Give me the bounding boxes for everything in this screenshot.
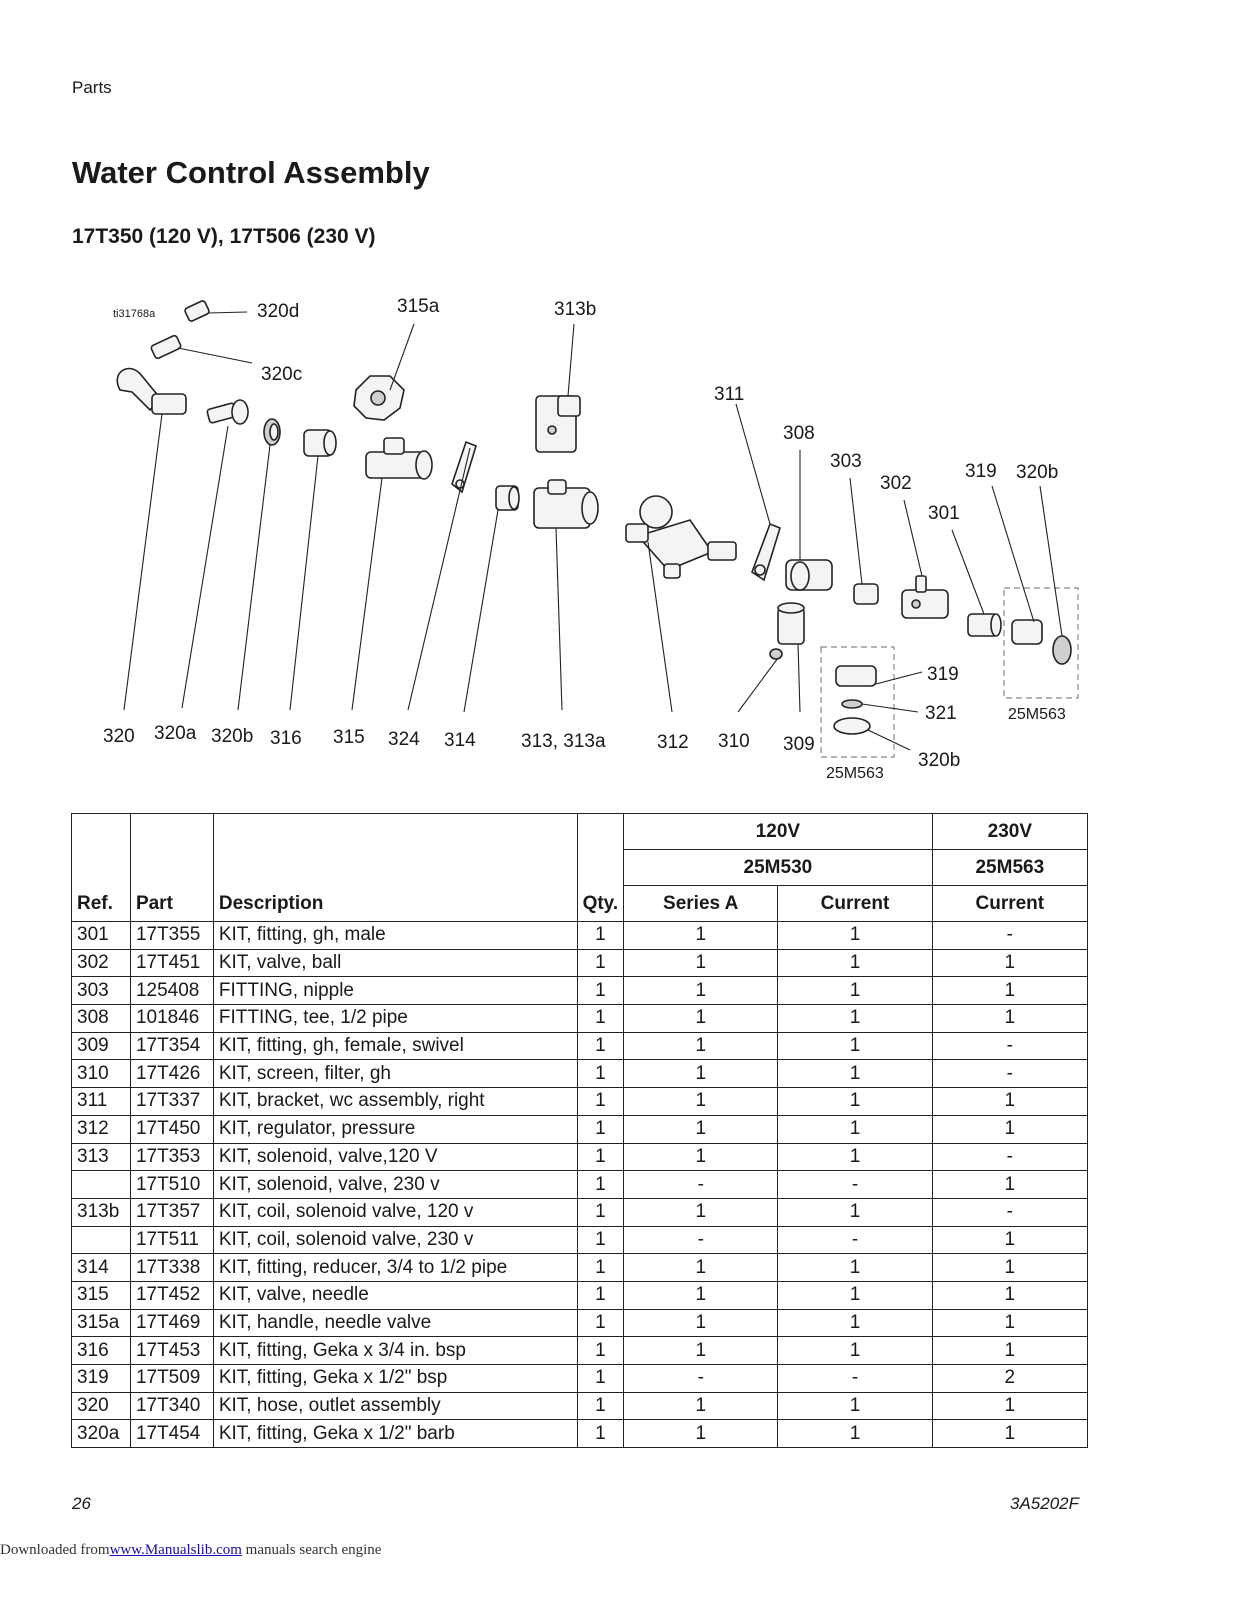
table-row <box>72 1088 1088 1116</box>
table-cell-series-a: 1 <box>624 977 778 1005</box>
part-312-regulator-icon <box>626 496 736 578</box>
table-cell-ref: 301 <box>72 922 131 950</box>
table-cell-description: KIT, coil, solenoid valve, 120 v <box>213 1198 577 1226</box>
table-cell-ref: 310 <box>72 1060 131 1088</box>
table-cell-current-120: 1 <box>778 1060 932 1088</box>
table-cell-current-230: - <box>932 1198 1087 1226</box>
col-current-120-header: Current <box>778 886 932 922</box>
table-cell-ref: 311 <box>72 1088 131 1116</box>
table-cell-description: KIT, fitting, gh, female, swivel <box>213 1032 577 1060</box>
table-cell-qty: 1 <box>577 1115 624 1143</box>
table-cell-description: KIT, coil, solenoid valve, 230 v <box>213 1226 577 1254</box>
part-315-needle-valve-icon <box>366 438 432 479</box>
download-suffix: manuals search engine <box>241 1542 382 1558</box>
table-cell-series-a: 1 <box>624 1281 778 1309</box>
page-subtitle: 17T350 (120 V), 17T506 (230 V) <box>72 225 376 248</box>
table-cell-part: 17T510 <box>130 1171 213 1199</box>
part-314-reducer-icon <box>496 486 519 510</box>
part-320b-ring-icon <box>264 419 280 445</box>
table-cell-series-a: - <box>624 1365 778 1393</box>
doc-number: 3A5202F <box>1010 1494 1079 1513</box>
group-230v-header: 230V <box>932 814 1087 850</box>
table-row <box>72 922 1088 950</box>
table-cell-description: FITTING, nipple <box>213 977 577 1005</box>
table-cell-ref: 314 <box>72 1254 131 1282</box>
table-cell-qty: 1 <box>577 1060 624 1088</box>
col-part-header: Part <box>130 814 213 922</box>
table-cell-part: 17T453 <box>130 1337 213 1365</box>
kit-25M563-bottom-icon <box>821 647 894 757</box>
table-cell-description: KIT, valve, ball <box>213 949 577 977</box>
table-cell-ref: 316 <box>72 1337 131 1365</box>
part-310-screen-icon <box>770 649 782 659</box>
part-311-bracket-icon <box>752 524 780 580</box>
table-cell-description: KIT, bracket, wc assembly, right <box>213 1088 577 1116</box>
download-prefix: Downloaded from <box>0 1542 110 1558</box>
kit-callout-319: 319 <box>927 664 959 685</box>
callout-313b: 313b <box>554 299 597 320</box>
table-cell-current-230: 1 <box>932 1254 1087 1282</box>
table-cell-description: KIT, fitting, Geka x 1/2" bsp <box>213 1365 577 1393</box>
page-number: 26 <box>72 1494 91 1513</box>
table-cell-current-120: 1 <box>778 977 932 1005</box>
callout-312: 312 <box>657 732 689 753</box>
table-cell-description: KIT, solenoid, valve,120 V <box>213 1143 577 1171</box>
col-ref-header: Ref. <box>72 814 131 922</box>
table-cell-part: 17T511 <box>130 1226 213 1254</box>
table-cell-part: 17T451 <box>130 949 213 977</box>
table-row <box>72 1420 1088 1448</box>
table-cell-current-120: 1 <box>778 1420 932 1448</box>
callout-310: 310 <box>718 731 750 752</box>
part-315a-handle-icon <box>354 376 404 420</box>
table-cell-current-120: 1 <box>778 1198 932 1226</box>
download-note <box>0 1542 381 1559</box>
table-cell-ref <box>72 1226 131 1254</box>
table-cell-ref: 315 <box>72 1281 131 1309</box>
table-cell-description: KIT, solenoid, valve, 230 v <box>213 1171 577 1199</box>
callout-308: 308 <box>783 423 815 444</box>
table-cell-qty: 1 <box>577 1143 624 1171</box>
table-row <box>72 1143 1088 1171</box>
table-cell-description: KIT, fitting, reducer, 3/4 to 1/2 pipe <box>213 1254 577 1282</box>
table-cell-part: 17T353 <box>130 1143 213 1171</box>
table-row <box>72 949 1088 977</box>
manualslib-link[interactable]: www.Manualslib.com <box>109 1542 242 1558</box>
callout-313-313a: 313, 313a <box>521 731 606 752</box>
table-cell-current-230: 1 <box>932 977 1087 1005</box>
table-row <box>72 1365 1088 1393</box>
table-cell-part: 101846 <box>130 1005 213 1033</box>
table-cell-qty: 1 <box>577 1198 624 1226</box>
table-cell-qty: 1 <box>577 1365 624 1393</box>
table-cell-part: 17T357 <box>130 1198 213 1226</box>
table-cell-qty: 1 <box>577 1226 624 1254</box>
table-cell-qty: 1 <box>577 1171 624 1199</box>
table-cell-ref: 303 <box>72 977 131 1005</box>
table-cell-qty: 1 <box>577 1254 624 1282</box>
table-cell-ref: 312 <box>72 1115 131 1143</box>
table-cell-current-230: 1 <box>932 1337 1087 1365</box>
table-cell-qty: 1 <box>577 977 624 1005</box>
table-cell-current-230: 1 <box>932 1115 1087 1143</box>
part-303-nipple-icon <box>854 584 878 604</box>
page-title: Water Control Assembly <box>72 155 430 190</box>
part-324-bracket-icon <box>452 442 476 492</box>
col-description-header: Description <box>213 814 577 922</box>
table-cell-series-a: 1 <box>624 1060 778 1088</box>
part-313-solenoid-valve-icon <box>534 480 598 528</box>
kit-230-header: 25M563 <box>932 850 1087 886</box>
callout-324: 324 <box>388 729 420 750</box>
table-cell-current-230: 2 <box>932 1365 1087 1393</box>
kit-25M563-right-icon <box>1004 588 1078 698</box>
table-row <box>72 1171 1088 1199</box>
table-cell-description: KIT, fitting, Geka x 3/4 in. bsp <box>213 1337 577 1365</box>
table-cell-ref: 309 <box>72 1032 131 1060</box>
table-cell-ref: 313 <box>72 1143 131 1171</box>
table-cell-series-a: - <box>624 1171 778 1199</box>
table-cell-qty: 1 <box>577 1392 624 1420</box>
part-320d-icon <box>184 300 210 322</box>
table-cell-current-120: 1 <box>778 1337 932 1365</box>
table-cell-description: KIT, hose, outlet assembly <box>213 1392 577 1420</box>
table-row <box>72 1392 1088 1420</box>
table-cell-part: 17T454 <box>130 1420 213 1448</box>
table-row <box>72 1032 1088 1060</box>
callout-302: 302 <box>880 473 912 494</box>
part-309-swivel-icon <box>778 603 804 644</box>
table-cell-description: KIT, fitting, gh, male <box>213 922 577 950</box>
table-cell-description: KIT, handle, needle valve <box>213 1309 577 1337</box>
table-cell-current-120: - <box>778 1171 932 1199</box>
kit-callout-320b: 320b <box>918 750 961 771</box>
part-301-male-fitting-icon <box>968 614 1001 636</box>
kit-label-right: 25M563 <box>1008 706 1066 723</box>
table-cell-description: KIT, fitting, Geka x 1/2" barb <box>213 1420 577 1448</box>
table-cell-current-230: - <box>932 1143 1087 1171</box>
callout-320b-bottom: 320b <box>211 726 254 747</box>
table-cell-current-120: 1 <box>778 1309 932 1337</box>
part-308-tee-icon <box>786 560 832 590</box>
table-cell-series-a: 1 <box>624 1032 778 1060</box>
part-316-icon <box>304 430 336 456</box>
table-row <box>72 1309 1088 1337</box>
table-cell-current-230: 1 <box>932 1226 1087 1254</box>
table-cell-current-120: 1 <box>778 1088 932 1116</box>
table-cell-current-120: 1 <box>778 1143 932 1171</box>
table-cell-current-120: 1 <box>778 1115 932 1143</box>
part-313b-coil-icon <box>536 396 580 452</box>
table-cell-ref: 315a <box>72 1309 131 1337</box>
kit-callout-321: 321 <box>925 703 957 724</box>
table-cell-part: 17T426 <box>130 1060 213 1088</box>
table-row <box>72 1281 1088 1309</box>
callout-301: 301 <box>928 503 960 524</box>
table-cell-part: 17T450 <box>130 1115 213 1143</box>
table-cell-series-a: 1 <box>624 1337 778 1365</box>
callout-320: 320 <box>103 726 135 747</box>
table-cell-current-120: 1 <box>778 1005 932 1033</box>
col-current-230-header: Current <box>932 886 1087 922</box>
table-cell-series-a: 1 <box>624 1420 778 1448</box>
table-cell-part: 17T452 <box>130 1281 213 1309</box>
table-cell-qty: 1 <box>577 1337 624 1365</box>
table-cell-current-230: - <box>932 922 1087 950</box>
table-cell-ref <box>72 1171 131 1199</box>
table-cell-current-230: 1 <box>932 949 1087 977</box>
parts-table-body <box>72 922 1088 1448</box>
callout-303: 303 <box>830 451 862 472</box>
table-cell-current-230: 1 <box>932 1420 1087 1448</box>
callout-309: 309 <box>783 734 815 755</box>
table-cell-qty: 1 <box>577 1088 624 1116</box>
table-cell-current-230: - <box>932 1060 1087 1088</box>
table-cell-series-a: 1 <box>624 922 778 950</box>
table-row <box>72 1226 1088 1254</box>
table-cell-series-a: - <box>624 1226 778 1254</box>
part-320c-icon <box>150 335 181 360</box>
table-cell-part: 17T355 <box>130 922 213 950</box>
callout-319: 319 <box>965 461 997 482</box>
col-series-a-header: Series A <box>624 886 778 922</box>
parts-table <box>71 813 1088 1448</box>
table-cell-current-120: 1 <box>778 922 932 950</box>
part-320-hose-icon <box>117 369 186 414</box>
table-cell-description: KIT, screen, filter, gh <box>213 1060 577 1088</box>
table-cell-current-120: - <box>778 1365 932 1393</box>
table-cell-series-a: 1 <box>624 1392 778 1420</box>
table-row <box>72 1060 1088 1088</box>
table-cell-description: KIT, regulator, pressure <box>213 1115 577 1143</box>
table-cell-current-120: - <box>778 1226 932 1254</box>
table-cell-part: 17T340 <box>130 1392 213 1420</box>
table-cell-current-230: - <box>932 1032 1087 1060</box>
callout-311: 311 <box>714 384 745 405</box>
table-cell-series-a: 1 <box>624 1309 778 1337</box>
callout-314: 314 <box>444 730 476 751</box>
table-cell-current-120: 1 <box>778 1032 932 1060</box>
table-cell-series-a: 1 <box>624 1143 778 1171</box>
table-cell-series-a: 1 <box>624 1254 778 1282</box>
table-cell-qty: 1 <box>577 1309 624 1337</box>
table-cell-part: 125408 <box>130 977 213 1005</box>
section-label: Parts <box>72 78 112 97</box>
table-cell-ref: 319 <box>72 1365 131 1393</box>
table-row <box>72 1005 1088 1033</box>
part-302-ball-valve-icon <box>902 576 948 618</box>
table-cell-part: 17T509 <box>130 1365 213 1393</box>
table-cell-series-a: 1 <box>624 949 778 977</box>
table-cell-qty: 1 <box>577 1005 624 1033</box>
table-cell-current-230: 1 <box>932 1005 1087 1033</box>
callout-320b-top: 320b <box>1016 462 1059 483</box>
table-cell-qty: 1 <box>577 949 624 977</box>
table-cell-series-a: 1 <box>624 1115 778 1143</box>
table-cell-description: KIT, valve, needle <box>213 1281 577 1309</box>
exploded-parts-diagram <box>0 280 1237 800</box>
table-cell-current-120: 1 <box>778 1392 932 1420</box>
callout-315a: 315a <box>397 296 440 317</box>
table-cell-current-230: 1 <box>932 1392 1087 1420</box>
table-row <box>72 1254 1088 1282</box>
table-cell-current-120: 1 <box>778 1254 932 1282</box>
table-cell-ref: 320a <box>72 1420 131 1448</box>
table-cell-current-230: 1 <box>932 1088 1087 1116</box>
table-cell-qty: 1 <box>577 922 624 950</box>
table-cell-current-120: 1 <box>778 1281 932 1309</box>
table-row <box>72 1337 1088 1365</box>
col-qty-header: Qty. <box>577 814 624 922</box>
table-cell-description: FITTING, tee, 1/2 pipe <box>213 1005 577 1033</box>
table-cell-current-230: 1 <box>932 1281 1087 1309</box>
table-cell-qty: 1 <box>577 1281 624 1309</box>
table-row <box>72 977 1088 1005</box>
table-cell-ref: 320 <box>72 1392 131 1420</box>
table-cell-series-a: 1 <box>624 1088 778 1116</box>
figure-id: ti31768a <box>113 308 156 320</box>
part-320a-icon <box>207 400 248 424</box>
table-cell-qty: 1 <box>577 1420 624 1448</box>
kit-120-header: 25M530 <box>624 850 933 886</box>
table-cell-part: 17T354 <box>130 1032 213 1060</box>
table-cell-part: 17T338 <box>130 1254 213 1282</box>
group-120v-header: 120V <box>624 814 933 850</box>
table-cell-series-a: 1 <box>624 1198 778 1226</box>
callout-320a: 320a <box>154 723 197 744</box>
table-row <box>72 1198 1088 1226</box>
table-cell-ref: 308 <box>72 1005 131 1033</box>
table-cell-series-a: 1 <box>624 1005 778 1033</box>
table-cell-current-120: 1 <box>778 949 932 977</box>
table-cell-current-230: 1 <box>932 1171 1087 1199</box>
callout-315: 315 <box>333 727 365 748</box>
callout-316: 316 <box>270 728 302 749</box>
table-cell-qty: 1 <box>577 1032 624 1060</box>
table-cell-part: 17T469 <box>130 1309 213 1337</box>
table-cell-current-230: 1 <box>932 1309 1087 1337</box>
table-cell-ref: 313b <box>72 1198 131 1226</box>
callout-320c: 320c <box>261 364 303 385</box>
table-cell-part: 17T337 <box>130 1088 213 1116</box>
table-row <box>72 1115 1088 1143</box>
callout-320d: 320d <box>257 301 300 322</box>
kit-label-bottom: 25M563 <box>826 765 884 782</box>
table-cell-ref: 302 <box>72 949 131 977</box>
